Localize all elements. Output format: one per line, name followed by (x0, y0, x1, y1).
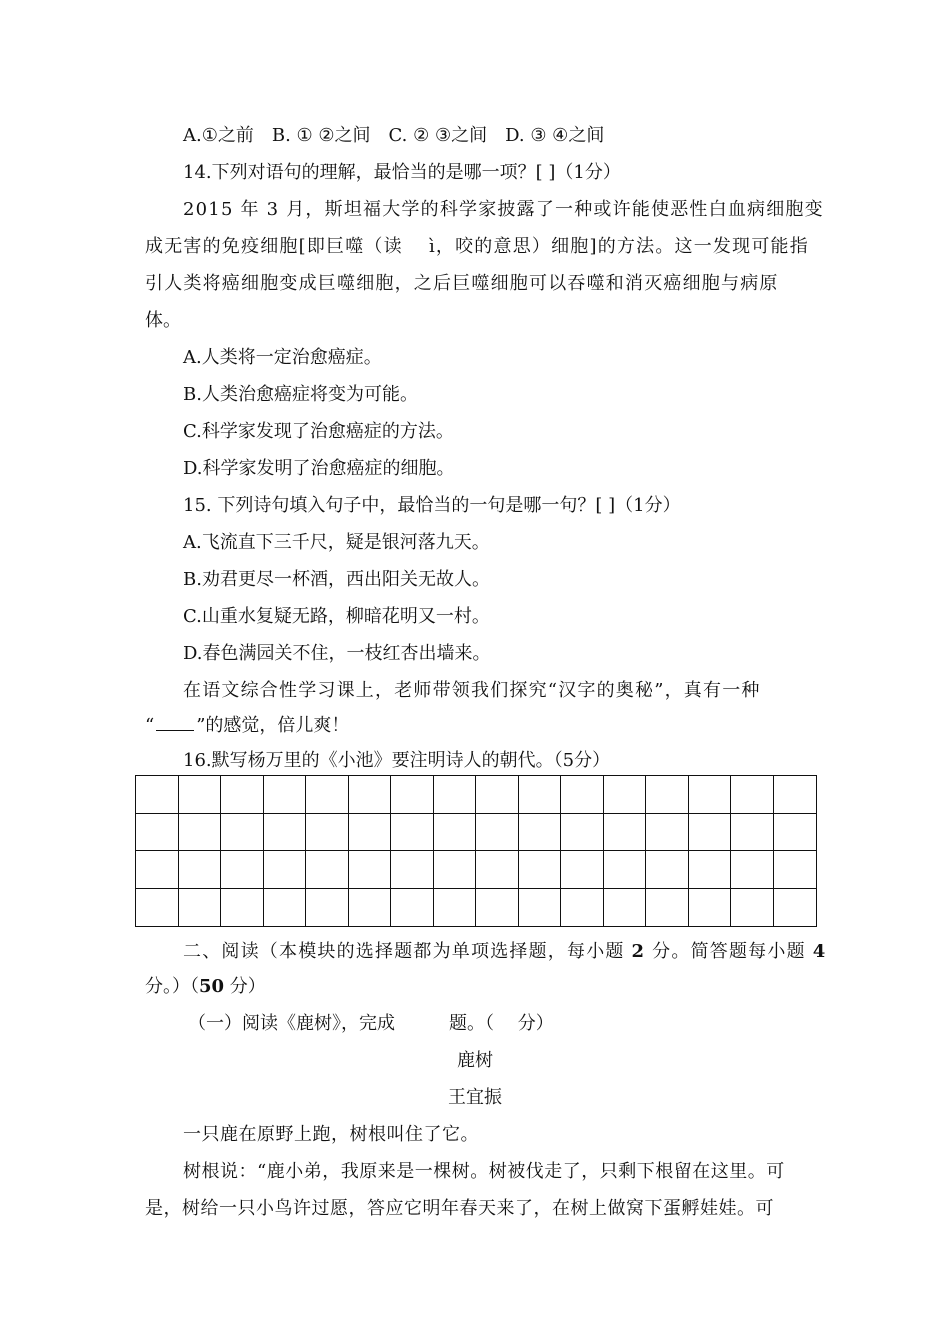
q14-option-d: D.科学家发明了治愈癌症的细胞。 (183, 458, 455, 479)
grid-cell (434, 889, 477, 927)
grid-cell (434, 814, 477, 852)
grid-cell (476, 889, 519, 927)
grid-cell (434, 776, 477, 814)
reading1-paragraph: 树根说：“鹿小弟，我原来是一棵树。树被伐走了，只剩下根留在这里。可 (183, 1161, 785, 1182)
grid-cell (731, 851, 774, 889)
grid-cell (731, 889, 774, 927)
grid-cell (136, 851, 179, 889)
grid-cell (306, 814, 349, 852)
grid-cell (646, 814, 689, 852)
grid-cell (391, 814, 434, 852)
q14-passage-line: 2015 年 3 月，斯坦福大学的科学家披露了一种或许能使恶性白血病细胞变 (183, 199, 824, 220)
q14-passage-line: 引人类将癌细胞变成巨噬细胞，之后巨噬细胞可以吞噬和消灭癌细胞与病原 (145, 273, 779, 294)
grid-cell (604, 814, 647, 852)
q14-option-a: A.人类将一定治愈癌症。 (183, 347, 382, 368)
grid-cell (774, 776, 817, 814)
section2-text: 分。）（ (145, 976, 199, 997)
q13-options: A.①之前 B. ① ②之间 C. ② ③之间 D. ③ ④之间 (183, 125, 605, 146)
grid-cell (264, 776, 307, 814)
grid-cell (689, 776, 732, 814)
grid-cell (179, 814, 222, 852)
grid-cell (136, 776, 179, 814)
grid-cell (604, 776, 647, 814)
grid-cell (519, 889, 562, 927)
q14-passage-line: 成无害的免疫细胞[即巨噬（读 ì，咬的意思）细胞]的方法。这一发现可能指 (145, 236, 809, 257)
grid-cell (476, 851, 519, 889)
grid-cell (731, 776, 774, 814)
grid-cell (476, 776, 519, 814)
grid-cell (561, 814, 604, 852)
q15-option-c: C.山重水复疑无路，柳暗花明又一村。 (183, 606, 490, 627)
grid-cell (646, 851, 689, 889)
grid-cell (689, 851, 732, 889)
grid-cell (774, 889, 817, 927)
section2-text: 二、阅读（本模块的选择题都为单项选择题，每小题 (183, 941, 632, 962)
open-quote: “ (145, 715, 155, 736)
reading1-paragraph: 一只鹿在原野上跑，树根叫住了它。 (183, 1124, 479, 1145)
grid-cell (349, 776, 392, 814)
grid-cell (689, 889, 732, 927)
q14-option-b: B.人类治愈癌症将变为可能。 (183, 384, 418, 405)
grid-cell (774, 851, 817, 889)
section2-total-score: 50 (199, 976, 225, 997)
grid-cell (731, 814, 774, 852)
section2-score: 4 (812, 941, 827, 962)
grid-cell (646, 889, 689, 927)
q15-option-b: B.劝君更尽一杯酒，西出阳关无故人。 (183, 569, 490, 590)
grid-cell (264, 889, 307, 927)
section2-heading-line2 (145, 975, 266, 999)
grid-cell (179, 851, 222, 889)
grid-cell (179, 776, 222, 814)
writing-grid (135, 775, 817, 927)
grid-cell (391, 889, 434, 927)
grid-cell (179, 889, 222, 927)
q15-context-fill (145, 714, 349, 738)
reading1-title: 鹿树 (457, 1050, 493, 1071)
section2-score: 2 (631, 941, 646, 962)
grid-cell (561, 851, 604, 889)
grid-cell (264, 851, 307, 889)
q16-stem: 16.默写杨万里的《小池》要注明诗人的朝代。（5分） (183, 750, 611, 771)
reading1-paragraph: 是，树给一只小鸟许过愿，答应它明年春天来了，在树上做窝下蛋孵娃娃。可 (145, 1198, 774, 1219)
grid-cell (306, 889, 349, 927)
answer-blank (156, 714, 194, 731)
grid-cell (434, 851, 477, 889)
reading1-instruction: （一）阅读《鹿树》，完成 题。（ 分） (188, 1013, 554, 1034)
grid-cell (306, 851, 349, 889)
q14-option-c: C.科学家发现了治愈癌症的方法。 (183, 421, 454, 442)
grid-cell (221, 851, 264, 889)
q14-stem: 14.下列对语句的理解，最恰当的是哪一项？[ ]（1分） (183, 162, 621, 183)
grid-cell (391, 776, 434, 814)
section2-text: 分。简答题每小题 (645, 941, 813, 962)
grid-cell (561, 889, 604, 927)
grid-cell (264, 814, 307, 852)
section2-text: 分） (224, 976, 266, 997)
q15-stem: 15. 下列诗句填入句子中，最恰当的一句是哪一句？[ ]（1分） (183, 495, 681, 516)
section2-heading-line1 (183, 940, 826, 964)
q15-context-line: 在语文综合性学习课上，老师带领我们探究“汉字的奥秘”，真有一种 (183, 680, 761, 701)
q14-passage-line: 体。 (145, 310, 181, 331)
grid-cell (221, 776, 264, 814)
grid-cell (221, 889, 264, 927)
grid-cell (136, 814, 179, 852)
grid-cell (519, 776, 562, 814)
q15-option-a: A.飞流直下三千尺，疑是银河落九天。 (183, 532, 490, 553)
grid-cell (561, 776, 604, 814)
grid-cell (476, 814, 519, 852)
grid-cell (519, 851, 562, 889)
close-quote-text: ”的感觉，倍儿爽！ (196, 715, 350, 736)
q15-option-d: D.春色满园关不住，一枝红杏出墙来。 (183, 643, 491, 664)
grid-cell (221, 814, 264, 852)
grid-cell (136, 889, 179, 927)
grid-cell (604, 851, 647, 889)
grid-cell (519, 814, 562, 852)
grid-cell (646, 776, 689, 814)
grid-cell (306, 776, 349, 814)
grid-cell (689, 814, 732, 852)
grid-cell (349, 851, 392, 889)
grid-cell (391, 851, 434, 889)
grid-cell (349, 814, 392, 852)
grid-cell (604, 889, 647, 927)
grid-cell (774, 814, 817, 852)
grid-cell (349, 889, 392, 927)
reading1-author: 王宜振 (448, 1087, 502, 1108)
